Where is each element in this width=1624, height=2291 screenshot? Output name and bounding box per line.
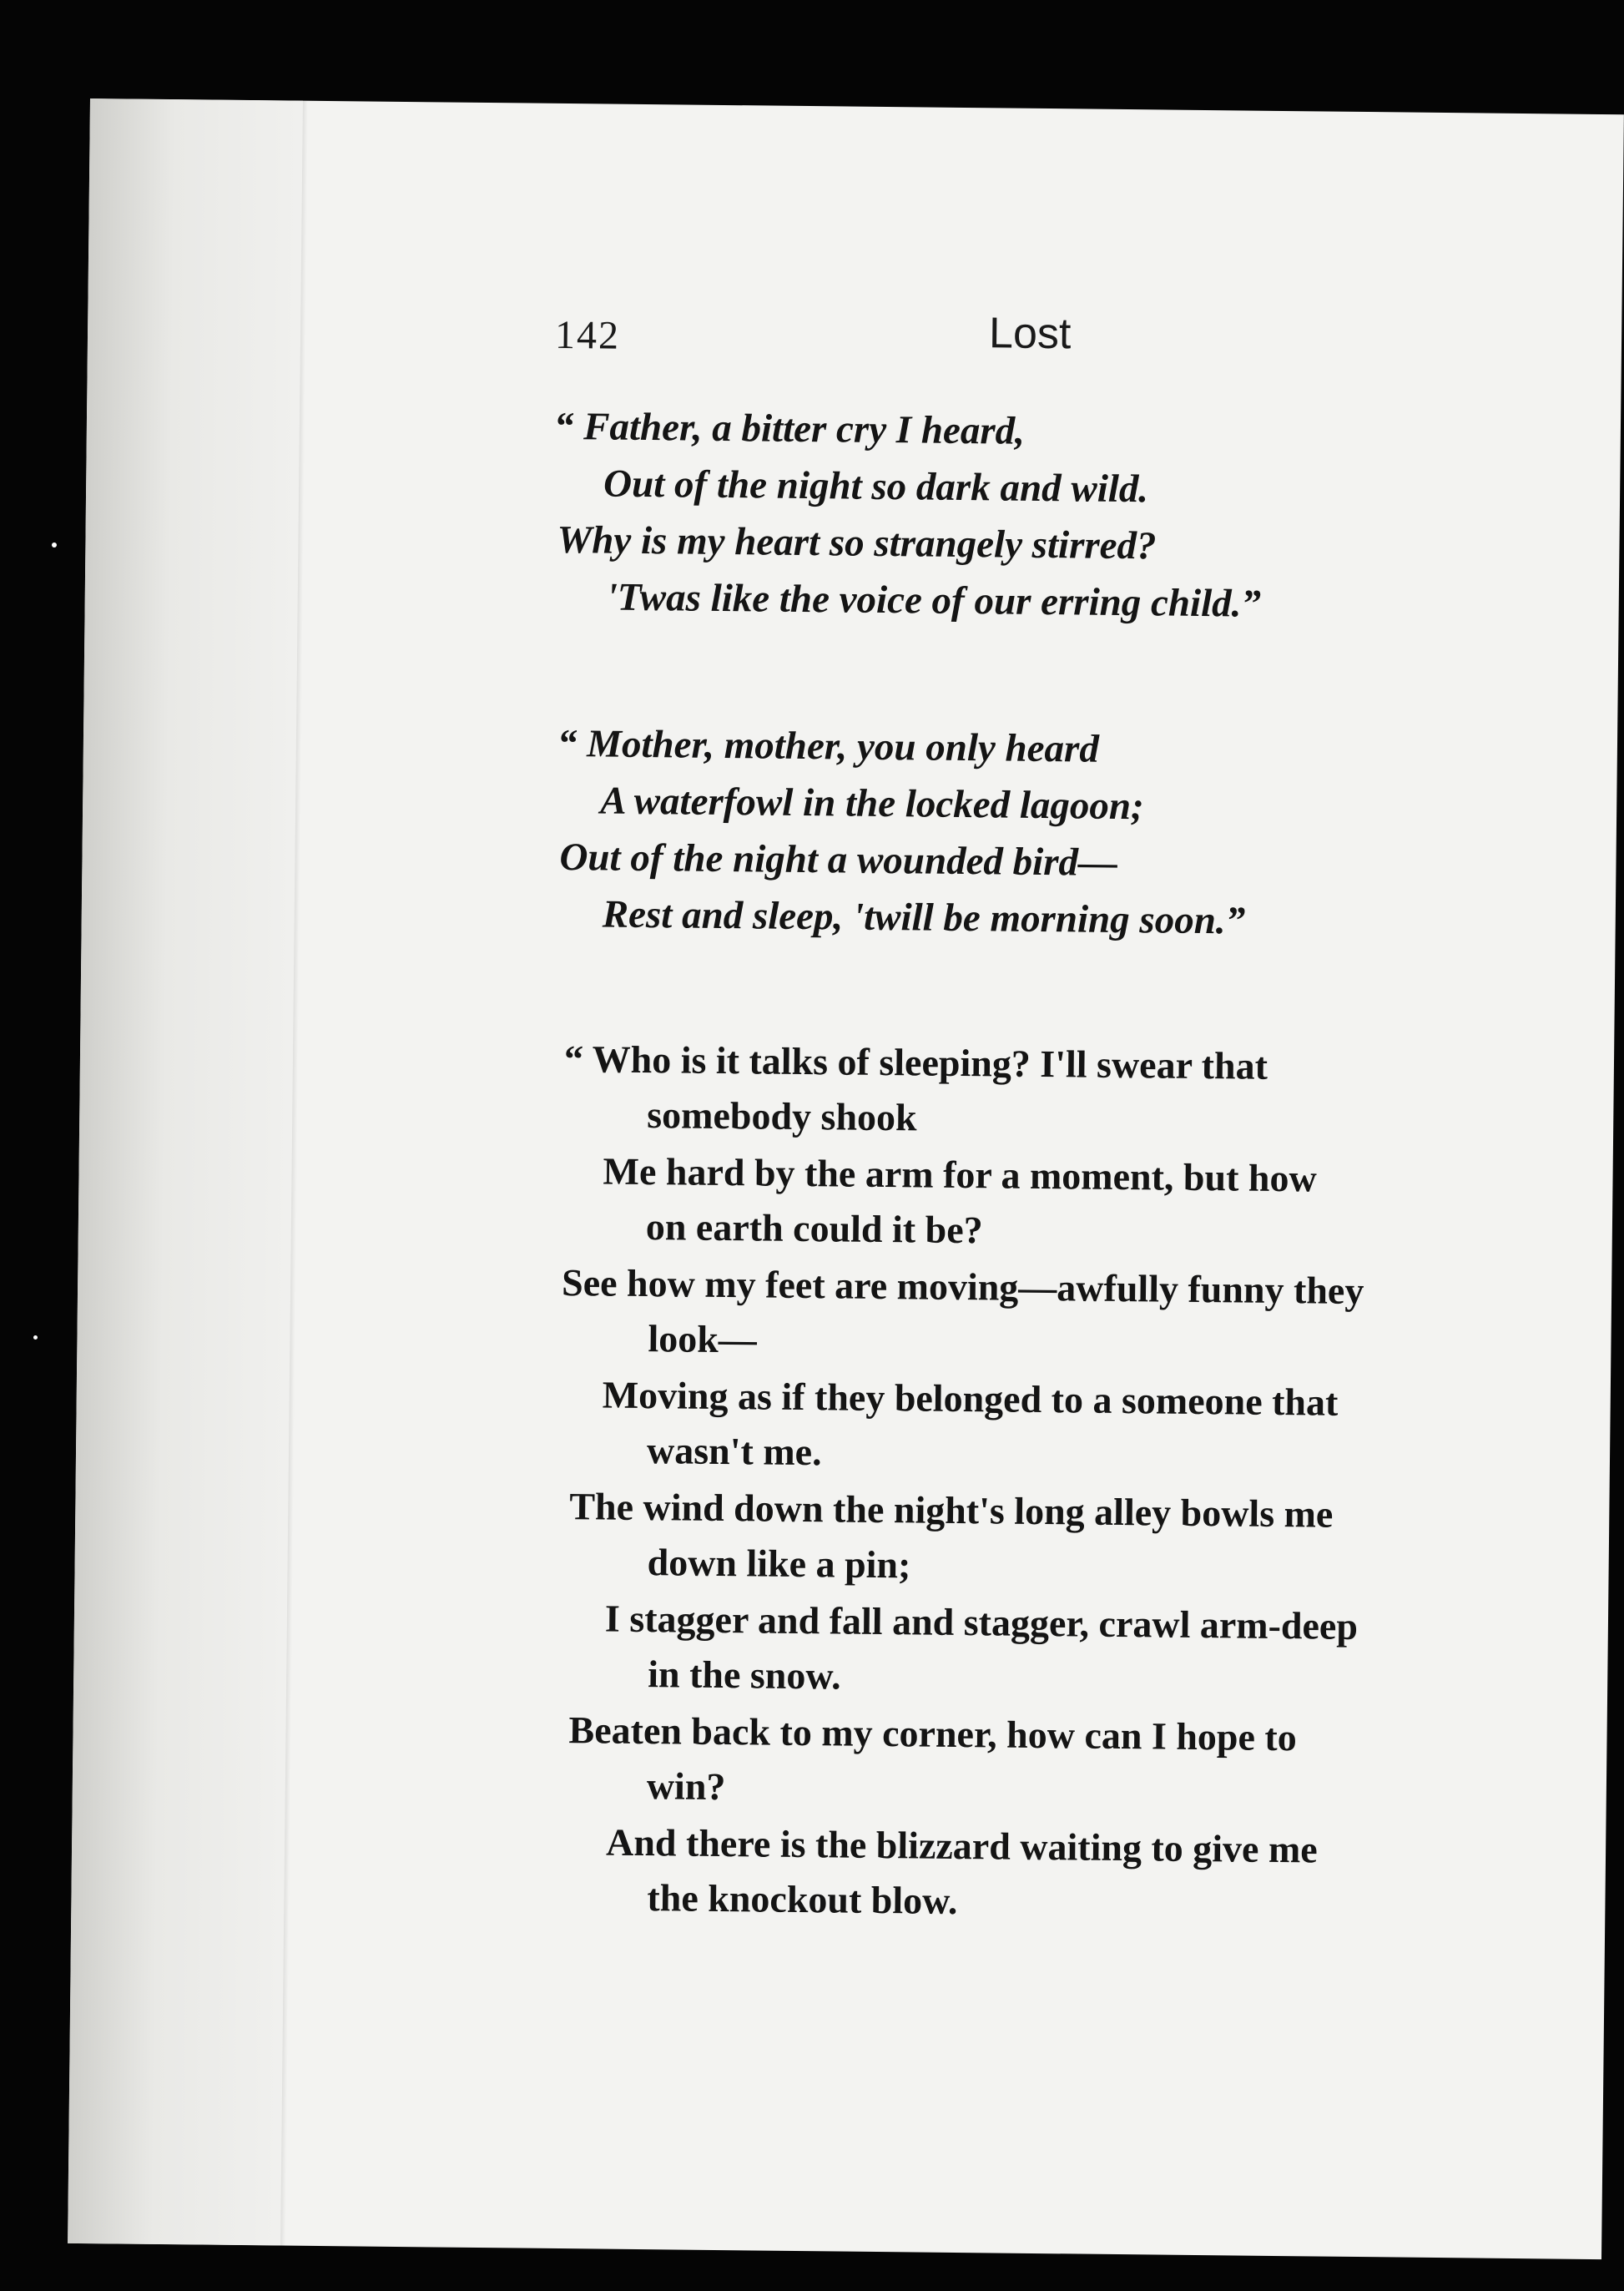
stanza-2-line-4: Rest and sleep, 'twill be morning soon.” <box>602 892 1246 943</box>
stanza-3-line-4: on earth could it be? <box>645 1205 983 1252</box>
stanza-3-line-13: Beaten back to my corner, how can I hope to <box>568 1708 1298 1759</box>
stanza-3-line-16: the knockout blow. <box>647 1876 958 1923</box>
stanza-3-line-14: win? <box>646 1764 726 1809</box>
stanza-3-line-1: “ Who is it talks of sleeping? I'll swear that <box>563 1037 1268 1087</box>
stanza-3-line-8: wasn't me. <box>646 1429 822 1474</box>
film-speck <box>33 1335 38 1340</box>
stanza-3-line-7: Moving as if they belonged to a someone that <box>602 1373 1339 1424</box>
stanza-2-line-1: “ Mother, mother, you only heard <box>557 721 1100 771</box>
page-number: 142 <box>554 312 621 358</box>
stanza-3-line-2: somebody shook <box>647 1093 917 1139</box>
stanza-3-line-15: And there is the blizzard waiting to give me <box>605 1820 1319 1871</box>
stanza-3-line-10: down like a pin; <box>647 1541 911 1587</box>
stanza-1-line-4: 'Twas like the voice of our erring child.” <box>606 575 1262 626</box>
stanza-2-line-2: A waterfowl in the locked lagoon; <box>599 779 1144 829</box>
stanza-1-line-2: Out of the night so dark and wild. <box>603 462 1149 512</box>
stanza-3-line-3: Me hard by the arm for a moment, but how <box>603 1149 1318 1200</box>
film-speck <box>52 542 57 548</box>
stanza-2-line-3: Out of the night a wounded bird— <box>559 835 1118 885</box>
stanza-3-line-5: See how my feet are moving—awfully funny they <box>561 1260 1364 1313</box>
running-head: Lost <box>988 309 1072 359</box>
stanza-3-line-9: The wind down the night's long alley bowls me <box>569 1485 1334 1536</box>
book-page <box>68 98 1624 2259</box>
page-edge-shadow <box>68 98 303 2246</box>
stanza-1-line-3: Why is my heart so strangely stirred? <box>557 517 1157 568</box>
stanza-3-line-11: I stagger and fall and stagger, crawl arm-deep <box>604 1597 1359 1648</box>
stanza-1-line-1: “ Father, a bitter cry I heard, <box>553 404 1026 453</box>
stanza-3-line-12: in the snow. <box>648 1653 841 1698</box>
stanza-3-line-6: look— <box>648 1317 758 1361</box>
